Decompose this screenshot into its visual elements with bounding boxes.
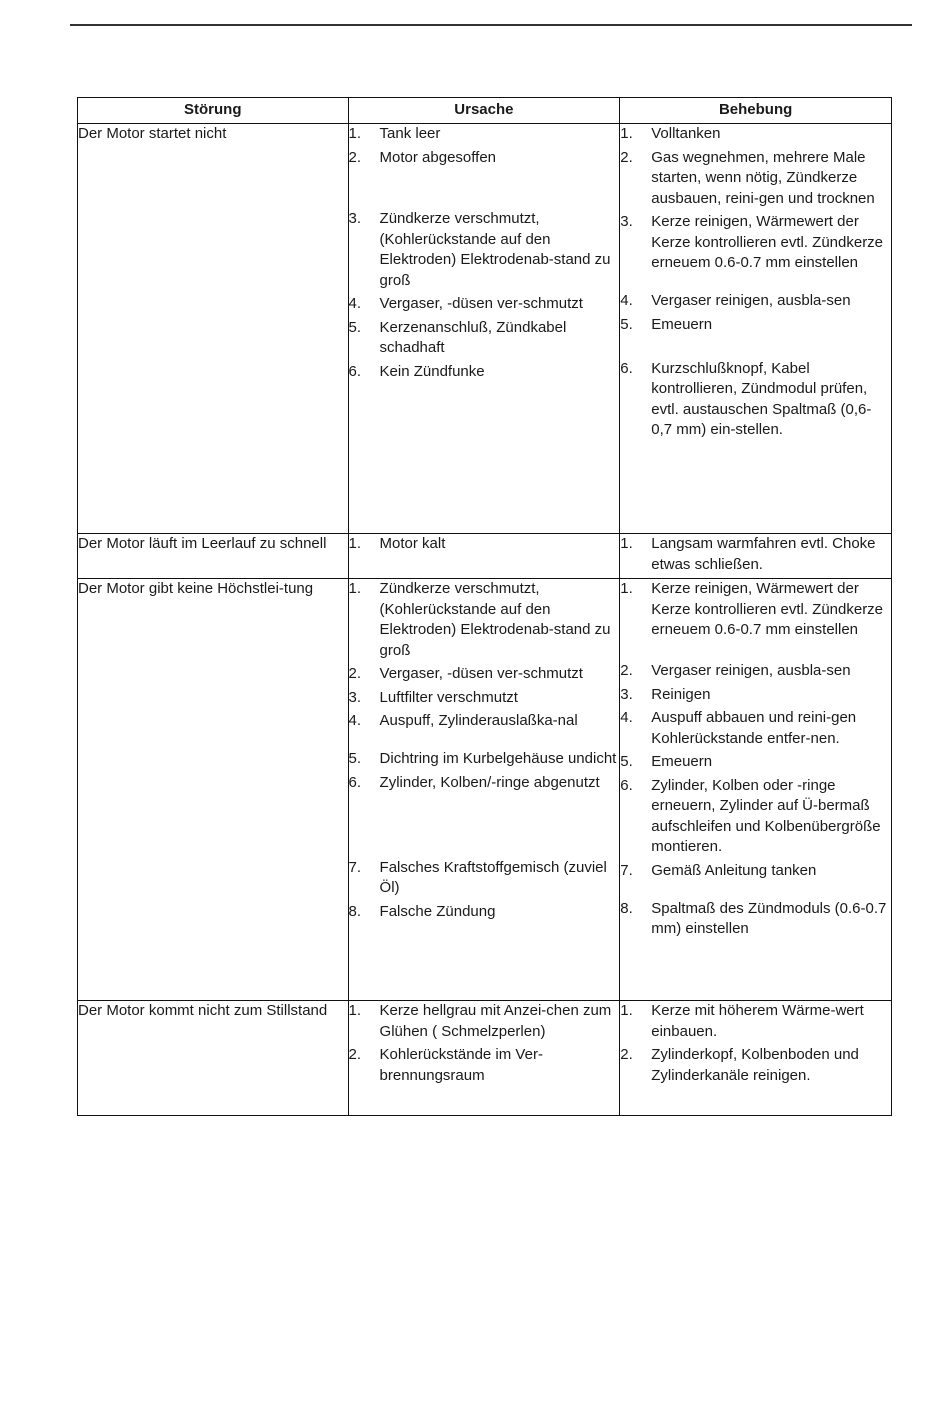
item-number: 2. [620,148,633,166]
item-text: Kerze mit höherem Wärme-wert einbauen. [651,1002,864,1040]
column-header-cause: Ursache [348,98,620,124]
item-text: Motor kalt [379,535,446,552]
item-text: Zylinder, Kolben oder -ringe erneuern, Zylinder auf Ü-bermaß aufschleifen und Kolbenübergröße montieren. [651,776,881,855]
item-number: 1. [620,535,633,552]
item-text: Vergaser, -düsen ver-schmutzt [379,295,583,312]
cause-cell [348,1001,620,1116]
cause-item [349,711,620,732]
remedy-item [620,212,891,274]
item-number: 5. [620,315,633,333]
item-number: 2. [348,665,362,682]
item-text: Motor abgesoffen [379,148,497,166]
item-text: Falsches Kraftstoffgemisch (zuviel Öl) [379,858,607,896]
cause-cell [348,124,620,534]
item-number: 5. [348,318,362,336]
troubleshooting-table [77,97,892,1116]
item-number: 1. [348,535,362,552]
cause-item [349,1045,620,1086]
item-text: Gemäß Anleitung tanken [651,861,817,879]
cause-item [349,209,620,291]
item-text: Zündkerze verschmutzt, (Kohlerückstande auf den Elektroden) Elektrodenab-stand zu groß [379,210,611,289]
remedy-cell [620,534,892,579]
cause-item [349,294,620,315]
cause-item [349,902,620,923]
item-text: Auspuff, Zylinderauslaßka-nal [379,712,578,729]
item-number: 1. [620,1002,633,1019]
item-text: Kurzschlußknopf, Kabel kontrollieren, Zündmodul prüfen, evtl. austauschen Spaltmaß (0,6-0,7 mm) ein-stellen. [651,359,872,438]
cause-item [349,1001,620,1042]
item-number: 6. [620,359,633,377]
item-text: Dichtring im Kurbelgehäuse undicht [379,750,617,767]
cause-item [349,773,620,794]
item-number: 2. [620,1046,633,1063]
problem-cell: Der Motor startet nicht [78,124,349,534]
item-number: 1. [348,1002,362,1019]
remedy-item [620,1001,891,1042]
remedy-item [620,124,891,145]
item-number: 1. [620,580,633,597]
remedy-cell [620,124,892,534]
remedy-item [620,861,891,882]
cause-item [349,318,620,359]
cause-item [349,579,620,661]
item-text: Vergaser reinigen, ausbla-sen [651,662,851,679]
item-number: 8. [620,899,633,917]
column-header-remedy: Behebung [620,98,892,124]
item-text: Reinigen [651,685,711,703]
item-number: 7. [620,861,633,879]
cause-item [349,362,620,383]
item-number: 8. [348,902,362,920]
item-number: 6. [348,362,362,380]
remedy-item [620,579,891,641]
item-number: 4. [348,295,362,312]
remedy-item [620,315,891,336]
remedy-item [620,359,891,441]
item-number: 5. [348,750,362,767]
item-number: 3. [348,210,362,227]
item-number: 3. [620,213,633,230]
remedy-item [620,708,891,749]
item-text: Langsam warmfahren evtl. Choke etwas schließen. [651,535,876,573]
item-text: Zündkerze verschmutzt, (Kohlerückstande auf den Elektroden) Elektrodenab-stand zu groß [379,580,611,659]
item-text: Luftfilter verschmutzt [379,688,518,706]
table-row [78,1001,892,1116]
remedy-item [620,776,891,858]
item-text: Gas wegnehmen, mehrere Male starten, wenn nötig, Zündkerze ausbauen, reini-gen und trocknen [651,148,875,207]
remedy-item [620,1045,891,1086]
table-row [78,124,892,534]
remedy-item [620,661,891,682]
remedy-cell [620,579,892,1001]
item-text: Volltanken [651,125,721,142]
item-number: 2. [348,1046,362,1063]
item-text: Kerze reinigen, Wärmewert der Kerze kontrollieren evtl. Zündkerze erneuem 0.6-0.7 mm einstellen [651,580,884,638]
problem-cell: Der Motor kommt nicht zum Stillstand [78,1001,349,1116]
item-text: Kohlerückstände im Ver-brennungsraum [379,1046,543,1084]
item-number: 1. [620,125,633,142]
item-number: 3. [348,688,362,706]
column-header-problem: Störung [78,98,349,124]
item-text: Spaltmaß des Zündmoduls (0.6-0.7 mm) einstellen [651,899,887,937]
remedy-cell [620,1001,892,1116]
remedy-item [620,752,891,773]
cause-item [349,124,620,145]
item-text: Auspuff abbauen und reini-gen Kohlerückstande entfer-nen. [651,709,857,747]
item-number: 5. [620,753,633,770]
table-header-row [78,98,892,124]
item-text: Kerze hellgrau mit Anzei-chen zum Glühen ( Schmelzperlen) [379,1002,612,1040]
remedy-item [620,685,891,706]
remedy-item [620,148,891,210]
item-number: 4. [620,709,633,726]
cause-cell [348,579,620,1001]
header-rule [70,24,912,26]
item-number: 3. [620,685,633,703]
item-text: Zylinderkopf, Kolbenboden und Zylinderkanäle reinigen. [651,1046,859,1084]
problem-cell: Der Motor läuft im Leerlauf zu schnell [78,534,349,579]
remedy-item [620,899,891,940]
item-number: 2. [348,148,362,166]
item-number: 6. [348,773,362,791]
item-number: 4. [620,292,633,309]
item-number: 1. [348,125,362,142]
cause-item [349,858,620,899]
item-text: Kerze reinigen, Wärmewert der Kerze kontrollieren evtl. Zündkerze erneuem 0.6-0.7 mm einstellen [651,213,884,271]
item-text: Falsche Zündung [379,902,496,920]
item-text: Vergaser reinigen, ausbla-sen [651,292,851,309]
item-number: 1. [348,580,362,597]
remedy-item [620,291,891,312]
item-text: Emeuern [651,315,713,333]
problem-cell: Der Motor gibt keine Höchstlei-tung [78,579,349,1001]
cause-item [349,664,620,685]
item-text: Vergaser, -düsen ver-schmutzt [379,665,583,682]
remedy-item [620,534,891,575]
item-text: Emeuern [651,753,713,770]
item-number: 7. [348,858,362,876]
cause-item [349,148,620,169]
item-number: 2. [620,662,633,679]
cause-item [349,688,620,709]
item-number: 6. [620,776,633,794]
item-text: Kerzenanschluß, Zündkabel schadhaft [379,318,567,356]
table-row [78,534,892,579]
item-number: 4. [348,712,362,729]
item-text: Kein Zündfunke [379,362,485,380]
cause-item [349,534,620,555]
item-text: Tank leer [379,125,441,142]
item-text: Zylinder, Kolben/-ringe abgenutzt [379,773,600,791]
cause-cell [348,534,620,579]
table-row [78,579,892,1001]
cause-item [349,749,620,770]
